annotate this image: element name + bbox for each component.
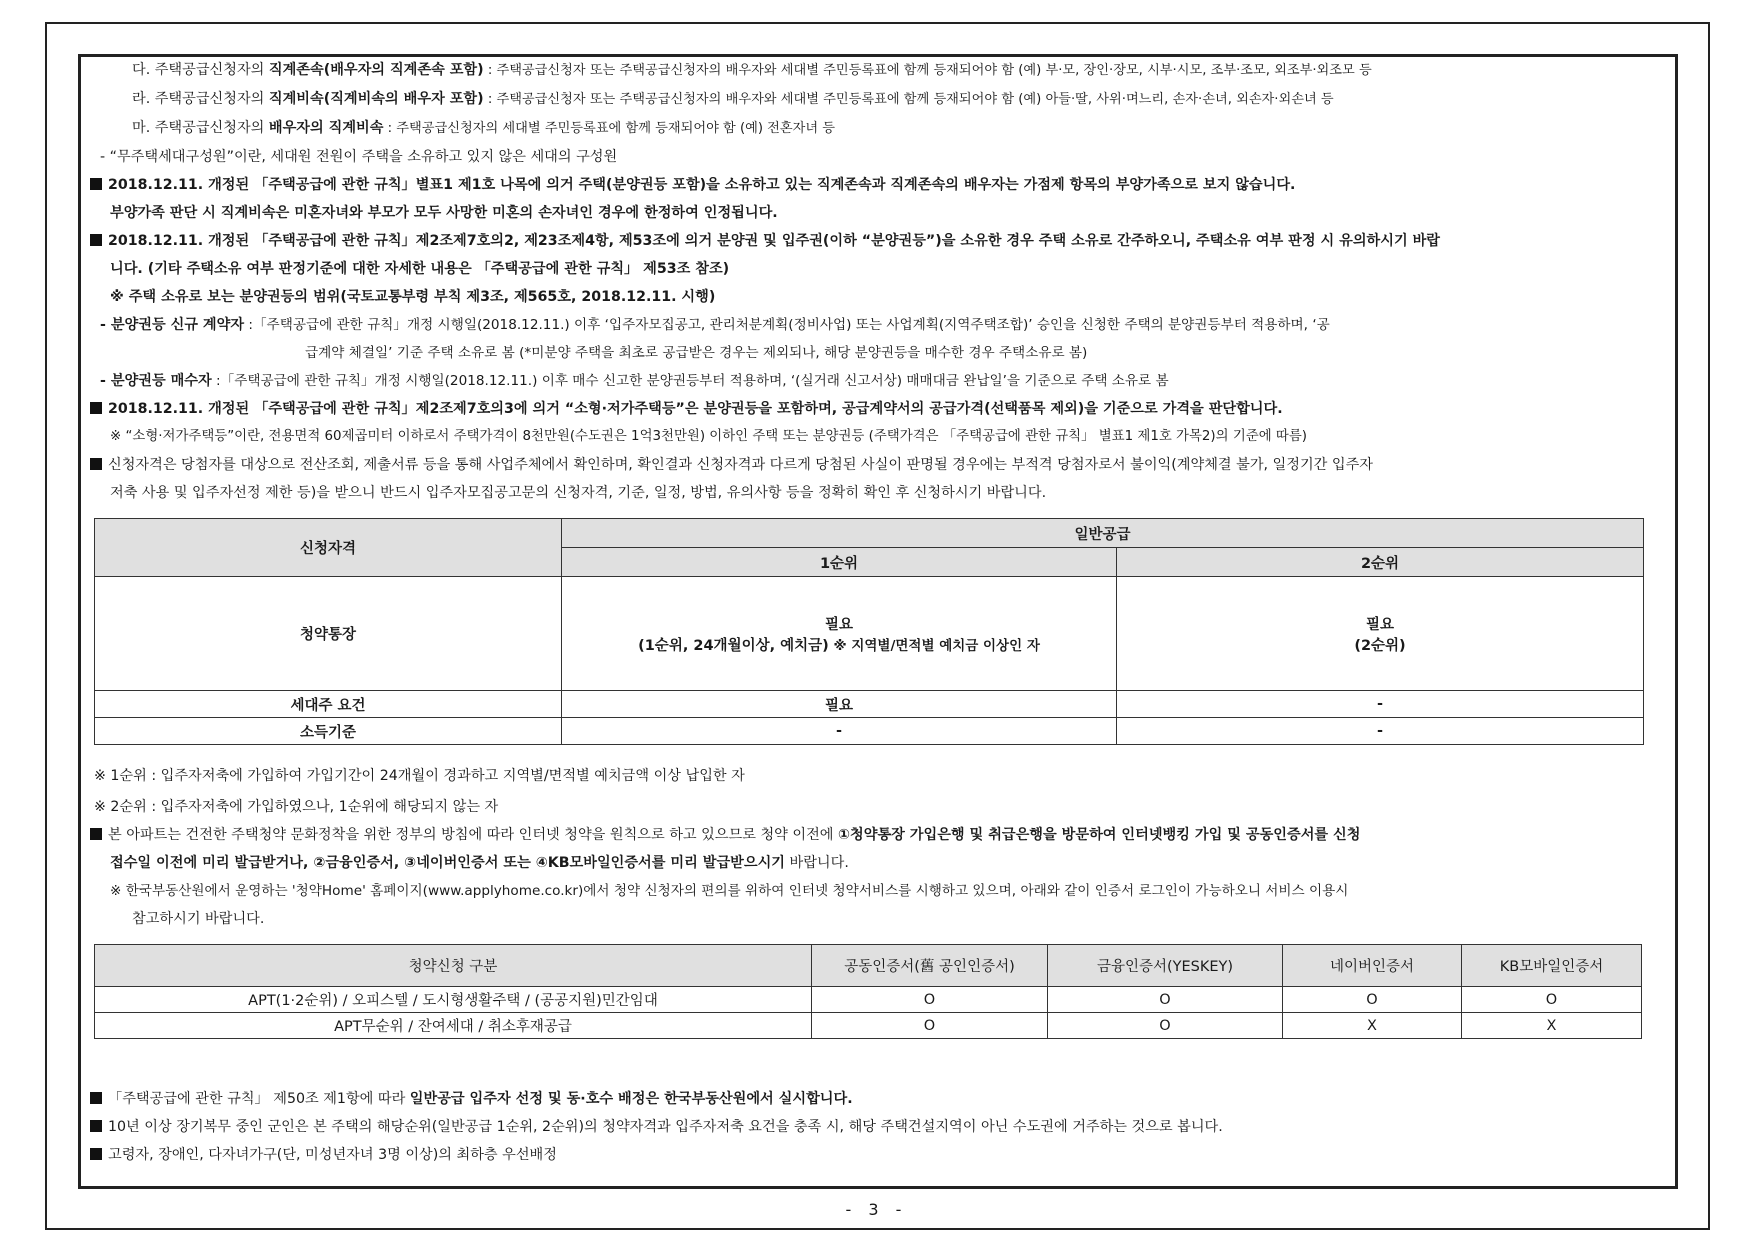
line-presale-rights: 2018.12.11. 개정된 「주택공급에 관한 규칙」제2조제7호의2, 제23조제4항, 제53조에 의거 분양권 및 입주권(이하 “분양권등”)을 소유한 경우 주택 소유로 간주하오니, 주택소유 여부 판정 시 유의하시기 바랍 [90, 227, 1670, 255]
general-supply-header: 일반공급 [562, 519, 1644, 548]
certificate-table [94, 944, 1642, 1039]
income-rank1: - [562, 718, 1117, 745]
householder-label: 세대주 요건 [95, 691, 562, 718]
eligibility-header-label: 신청자격 [95, 519, 562, 577]
householder-rank2: - [1117, 691, 1644, 718]
savings-account-label: 청약통장 [95, 577, 562, 691]
top-section [90, 56, 1670, 507]
square-bullet-icon [90, 458, 102, 470]
square-bullet-icon [90, 402, 102, 414]
rank1-note: ※ 1순위 : 입주자저축에 가입하여 가입기간이 24개월이 경과하고 지역별/면적별 예치금액 이상 납입한 자 [94, 768, 745, 784]
cert-row-financial: O [1048, 1013, 1283, 1039]
line-applyhome-note-cont: 참고하시기 바랍니다. [132, 911, 265, 927]
line-direct-descendant: 라. 주택공급신청자의 직계비속(직계비속의 배우자 포함) : 주택공급신청자 또는 주택공급신청자의 배우자와 세대별 주민등록표에 함께 등재되어야 함 (예) 아들·딸, 사위·며느리, 손자·손녀, 외손자·외손녀 등 [132, 91, 1334, 107]
savings-account-rank2 [1117, 577, 1644, 691]
cert-row-financial: O [1048, 987, 1283, 1013]
line-selection-agency: 「주택공급에 관한 규칙」 제50조 제1항에 따라 일반공급 입주자 선정 및 동·호수 배정은 한국부동산원에서 실시합니다. [90, 1085, 1670, 1113]
savings-account-rank1 [562, 577, 1117, 691]
cert-row-kb: X [1462, 1013, 1642, 1039]
householder-rank1: 필요 [562, 691, 1117, 718]
rank2-note: ※ 2순위 : 입주자저축에 가입하였으나, 1순위에 해당되지 않는 자 [94, 799, 499, 815]
savings-rank1-detail: (1순위, 24개월이상, 예치금) ※ 지역별/면적별 예치금 이상인 자 [638, 637, 1040, 654]
line-dependent-rule: 2018.12.11. 개정된 「주택공급에 관한 규칙」별표1 제1호 나목에 의거 주택(분양권등 포함)을 소유하고 있는 직계존속과 직계존속의 배우자는 가점제 항목의 부양가족으로 보지 않습니다. [90, 171, 1670, 199]
cert-header-category: 청약신청 구분 [95, 945, 812, 987]
income-label: 소득기준 [95, 718, 562, 745]
eligibility-table [94, 518, 1644, 745]
rank-notes [90, 762, 1670, 933]
line-internet-application: 본 아파트는 건전한 주택청약 문화정착을 위한 정부의 방침에 따라 인터넷 청약을 원칙으로 하고 있으므로 청약 이전에 ①청약통장 가입은행 및 취급은행을 방문하여 인터넷뱅킹 가입 및 공동인증서를 신청 [90, 821, 1670, 849]
cert-row-joint: O [812, 987, 1048, 1013]
square-bullet-icon [90, 828, 102, 840]
savings-rank2-detail: (2순위) [1354, 637, 1406, 654]
line-new-contractor-cont: 급계약 체결일’ 기준 주택 소유로 봄 (*미분양 주택을 최초로 공급받은 경우는 제외되나, 해당 분양권등을 매수한 경우 주택소유로 봄) [305, 345, 1088, 361]
rank2-header: 2순위 [1117, 548, 1644, 577]
cert-row-category: APT무순위 / 잔여세대 / 취소후재공급 [95, 1013, 812, 1039]
square-bullet-icon [90, 1120, 102, 1132]
line-dependent-note: 부양가족 판단 시 직계비속은 미혼자녀와 부모가 모두 사망한 미혼의 손자녀인 경우에 한정하여 인정됩니다. [110, 205, 778, 221]
cert-row-naver: O [1283, 987, 1462, 1013]
cert-row-joint: O [812, 1013, 1048, 1039]
line-presale-rights-cont: 니다. (기타 주택소유 여부 판정기준에 대한 자세한 내용은 「주택공급에 관한 규칙」 제53조 참조) [110, 261, 730, 277]
line-eligibility-check: 신청자격은 당첨자를 대상으로 전산조회, 제출서류 등을 통해 사업주체에서 확인하며, 확인결과 신청자격과 다르게 당첨된 사실이 판명될 경우에는 부적격 당첨자로서 불이익(계약체결 불가, 일정기간 입주자 [90, 451, 1670, 479]
cert-header-naver: 네이버인증서 [1283, 945, 1462, 987]
line-new-contractor: - 분양권등 신규 계약자 :「주택공급에 관한 규칙」개정 시행일(2018.12.11.) 이후 ‘입주자모집공고, 관리처분계획(정비사업) 또는 사업계획(지역주택조합)’ 승인을 신청한 주택의 분양권등부터 적용하며, ‘공 [100, 317, 1330, 333]
cert-row-kb: O [1462, 987, 1642, 1013]
square-bullet-icon [90, 1148, 102, 1160]
cert-header-kb: KB모바일인증서 [1462, 945, 1642, 987]
savings-rank1-required: 필요 [824, 616, 853, 633]
page-number: - 3 - [845, 1200, 908, 1219]
line-buyer: - 분양권등 매수자 :「주택공급에 관한 규칙」개정 시행일(2018.12.11.) 이후 매수 신고한 분양권등부터 적용하며, ‘(실거래 신고서상) 매매대금 완납일’을 기준으로 주택 소유로 봄 [100, 373, 1169, 389]
cert-header-financial: 금융인증서(YESKEY) [1048, 945, 1283, 987]
line-direct-ascendant: 다. 주택공급신청자의 직계존속(배우자의 직계존속 포함) : 주택공급신청자 또는 주택공급신청자의 배우자와 세대별 주민등록표에 함께 등재되어야 함 (예) 부·모, 장인·장모, 시부·시모, 조부·조모, 외조부·외조모 등 [132, 62, 1372, 78]
square-bullet-icon [90, 1092, 102, 1104]
line-homeless-household: - “무주택세대구성원”이란, 세대원 전원이 주택을 소유하고 있지 않은 세대의 구성원 [100, 149, 618, 165]
line-small-lowprice-def: ※ “소형·저가주택등”이란, 전용면적 60제곱미터 이하로서 주택가격이 8천만원(수도권은 1억3천만원) 이하인 주택 또는 분양권등 (주택가격은 「주택공급에 관한 규칙」 별표1 제1호 가목2)의 기준에 따름) [110, 429, 1308, 444]
cert-header-joint: 공동인증서(舊 공인인증서) [812, 945, 1048, 987]
cert-row-naver: X [1283, 1013, 1462, 1039]
line-priority-floor: 고령자, 장애인, 다자녀가구(단, 미성년자녀 3명 이상)의 최하층 우선배정 [90, 1141, 1670, 1169]
line-military: 10년 이상 장기복무 중인 군인은 본 주택의 해당순위(일반공급 1순위, 2순위)의 청약자격과 입주자저축 요건을 충족 시, 해당 주택건설지역이 아닌 수도권에 거주하는 것으로 봅니다. [90, 1113, 1670, 1141]
square-bullet-icon [90, 234, 102, 246]
line-presale-scope: ※ 주택 소유로 보는 분양권등의 범위(국토교통부령 부칙 제3조, 제565호, 2018.12.11. 시행) [110, 289, 716, 305]
line-eligibility-check-cont: 저축 사용 및 입주자선정 제한 등)을 받으니 반드시 입주자모집공고문의 신청자격, 기준, 일정, 방법, 유의사항 등을 정확히 확인 후 신청하시기 바랍니다. [110, 485, 1047, 501]
line-small-lowprice: 2018.12.11. 개정된 「주택공급에 관한 규칙」제2조제7호의3에 의거 “소형·저가주택등”은 분양권등을 포함하며, 공급계약서의 공급가격(선택품목 제외)을 기준으로 가격을 판단합니다. [90, 395, 1670, 423]
bottom-section [90, 1085, 1670, 1169]
line-spouse-descendant: 마. 주택공급신청자의 배우자의 직계비속 : 주택공급신청자의 세대별 주민등록표에 함께 등재되어야 함 (예) 전혼자녀 등 [132, 120, 836, 136]
square-bullet-icon [90, 178, 102, 190]
income-rank2: - [1117, 718, 1644, 745]
line-applyhome-note: ※ 한국부동산원에서 운영하는 '청약Home' 홈페이지(www.applyhome.co.kr)에서 청약 신청자의 편의를 위하여 인터넷 청약서비스를 시행하고 있으며, 아래와 같이 인증서 로그인이 가능하오니 서비스 이용시 [110, 883, 1349, 899]
rank1-header: 1순위 [562, 548, 1117, 577]
line-internet-application-cont: 접수일 이전에 미리 발급받거나, ②금융인증서, ③네이버인증서 또는 ④KB모바일인증서를 미리 발급받으시기 바랍니다. [110, 855, 849, 871]
savings-rank2-required: 필요 [1365, 616, 1394, 633]
cert-row-category: APT(1·2순위) / 오피스텔 / 도시형생활주택 / (공공지원)민간임대 [95, 987, 812, 1013]
